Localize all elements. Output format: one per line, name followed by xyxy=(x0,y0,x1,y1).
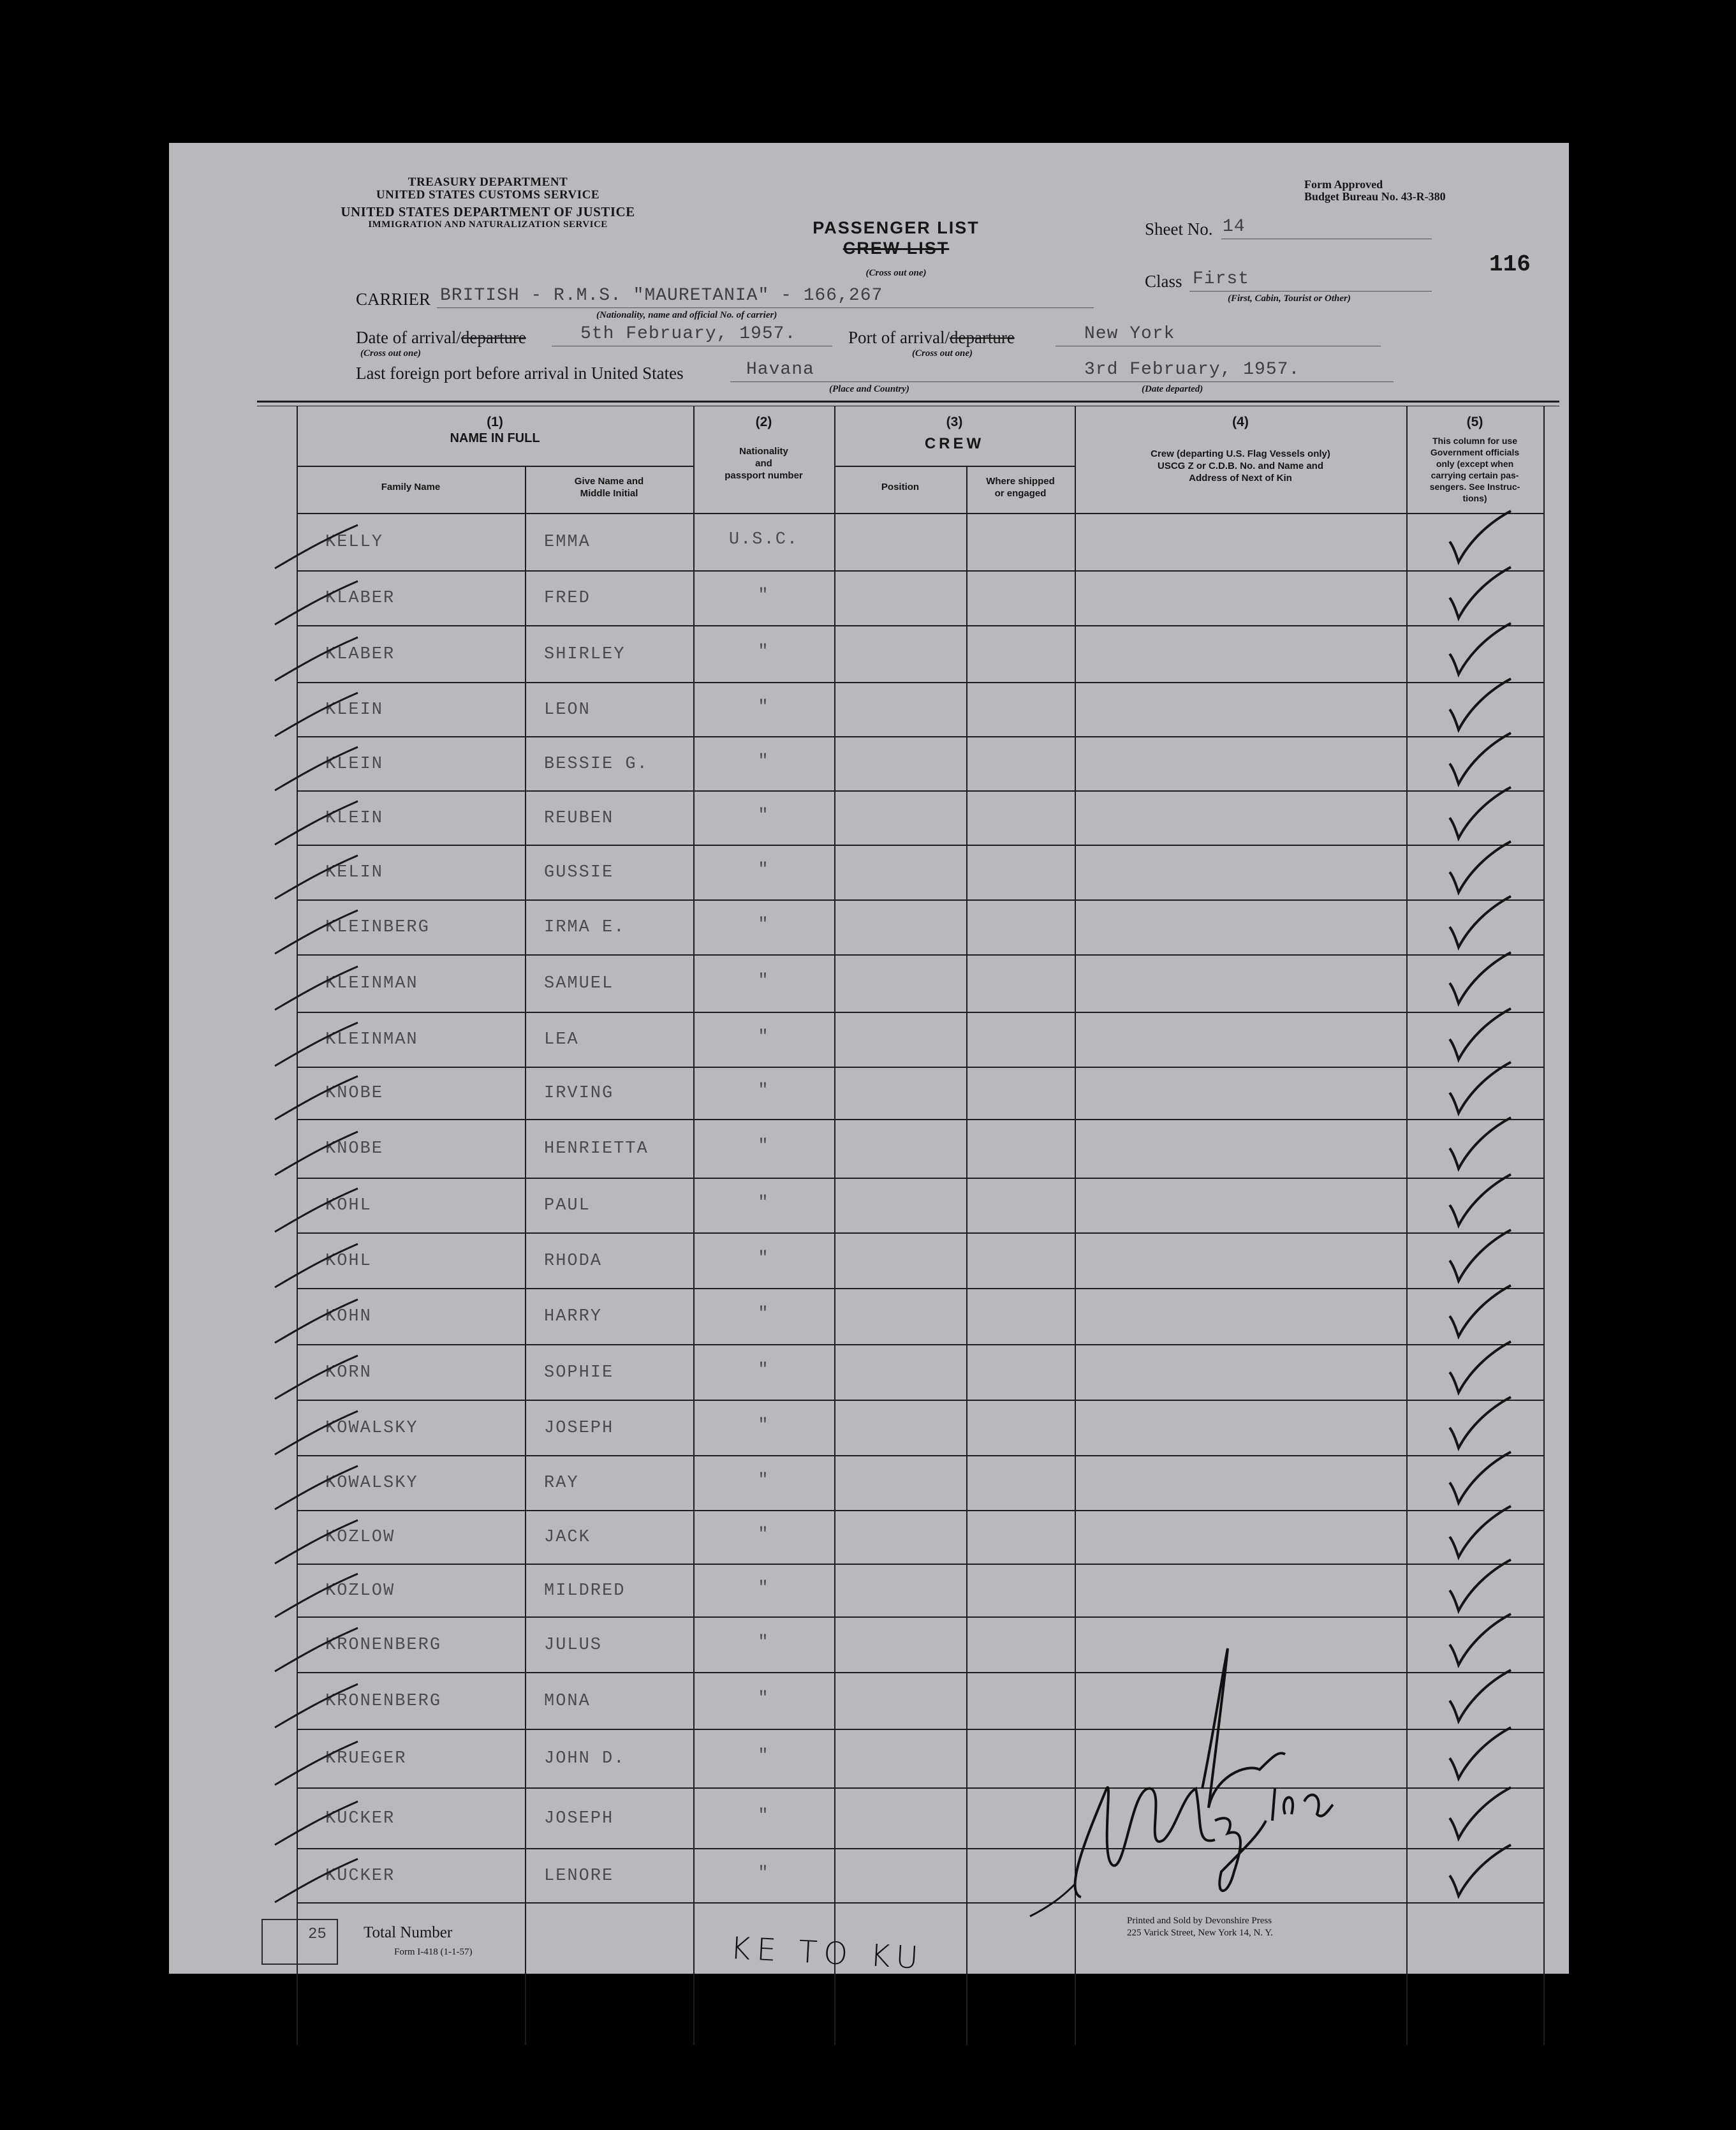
title-crew-list: CREW LIST xyxy=(842,239,950,258)
sheet-number: 14 xyxy=(1223,217,1246,237)
checkmark-stroke xyxy=(1450,1342,1511,1393)
date-label-departure: departure xyxy=(460,328,526,347)
row-divider xyxy=(297,1455,1543,1456)
checkmark-stroke xyxy=(1450,511,1511,562)
checkmark-stroke xyxy=(1450,567,1511,618)
margin-tick-stroke xyxy=(275,1356,358,1399)
col2-line-3: passport number xyxy=(725,470,803,481)
date-arrival-value: 5th February, 1957. xyxy=(580,324,797,344)
checkmark-stroke xyxy=(1450,679,1511,730)
family-name-cell: KLABER xyxy=(325,644,395,664)
col1-title: NAME IN FULL xyxy=(450,431,540,445)
checkmark-icon xyxy=(1445,508,1515,566)
margin-tick-icon xyxy=(271,964,360,1015)
nationality-cell: U.S.C. xyxy=(728,530,799,549)
margin-tick-icon xyxy=(271,1571,360,1622)
port-label-text: Port of arrival/ xyxy=(848,328,950,347)
sheet-label: Sheet No. xyxy=(1145,219,1213,239)
margin-tick-icon xyxy=(271,1074,360,1125)
family-name-cell: KRONENBERG xyxy=(325,1691,442,1711)
margin-tick-icon xyxy=(271,1682,360,1733)
family-name-cell: KOWALSKY xyxy=(325,1474,418,1493)
margin-tick-stroke xyxy=(275,1466,358,1509)
col5-line-1: This column for use xyxy=(1432,436,1517,446)
checkmark-stroke xyxy=(1450,787,1511,838)
col4-heading xyxy=(1075,448,1406,484)
class-value: First xyxy=(1193,269,1250,289)
margin-tick-stroke xyxy=(275,1859,358,1902)
col3b-line-2: or engaged xyxy=(994,488,1047,499)
margin-tick-icon xyxy=(271,1186,360,1237)
col2-number: (2) xyxy=(755,415,772,429)
checkmark-stroke xyxy=(1450,1560,1511,1611)
nationality-cell: " xyxy=(758,915,770,935)
row-divider xyxy=(297,899,1543,901)
checkmark-stroke xyxy=(1450,733,1511,784)
col4-line-3: Address of Next of Kin xyxy=(1189,473,1292,484)
checkmark-icon xyxy=(1445,1060,1515,1117)
checkmark-icon xyxy=(1445,1504,1515,1561)
given-name-cell: GUSSIE xyxy=(544,863,614,882)
row-divider xyxy=(297,625,1543,626)
checkmark-stroke xyxy=(1450,1727,1511,1779)
form-approved-text: Form Approved xyxy=(1304,178,1383,191)
given-name-cell: JOHN D. xyxy=(544,1749,626,1768)
margin-tick-stroke xyxy=(275,637,358,681)
margin-tick-stroke xyxy=(275,1574,358,1617)
row-divider xyxy=(297,845,1543,846)
total-box xyxy=(261,1919,338,1965)
margin-tick-stroke xyxy=(275,910,358,954)
form-approved xyxy=(1304,179,1446,203)
printer-line-2: 225 Varick Street, New York 14, N. Y. xyxy=(1127,1928,1273,1938)
col-line-3a xyxy=(966,466,967,2045)
nationality-cell: " xyxy=(758,1632,770,1652)
checkmark-icon xyxy=(1445,1339,1515,1396)
row-divider xyxy=(297,1616,1543,1618)
margin-tick-icon xyxy=(271,799,360,850)
margin-tick-icon xyxy=(271,635,360,686)
family-name-cell: KRONENBERG xyxy=(325,1635,442,1655)
row-divider xyxy=(297,1344,1543,1345)
col2-heading xyxy=(693,445,834,482)
margin-tick-stroke xyxy=(275,1132,358,1175)
checkmark-stroke xyxy=(1450,896,1511,947)
port-value: New York xyxy=(1084,324,1175,344)
row-divider xyxy=(297,1902,1543,1904)
checkmark-icon xyxy=(1445,1227,1515,1285)
family-name-cell: KLEIN xyxy=(325,808,384,828)
family-name-cell: KOHL xyxy=(325,1251,372,1271)
checkmark-icon xyxy=(1445,1668,1515,1725)
manifest-page xyxy=(169,143,1569,1974)
col5-line-2: Government officials xyxy=(1430,447,1520,457)
margin-tick-stroke xyxy=(275,1188,358,1232)
nationality-cell: " xyxy=(758,1416,770,1435)
nationality-cell: " xyxy=(758,697,770,717)
carrier-label: CARRIER xyxy=(356,290,431,309)
checkmark-icon xyxy=(1445,1449,1515,1507)
margin-tick-stroke xyxy=(275,1742,358,1785)
margin-tick-stroke xyxy=(275,801,358,845)
checkmark-icon xyxy=(1445,1611,1515,1669)
port-label xyxy=(848,328,1015,348)
date-cross-hint: (Cross out one) xyxy=(360,348,422,359)
margin-tick-stroke xyxy=(275,693,358,736)
checkmark-stroke xyxy=(1450,952,1511,1003)
signature-stroke-4 xyxy=(1272,1789,1333,1821)
nationality-cell: " xyxy=(758,1689,770,1708)
checkmark-icon xyxy=(1445,1115,1515,1172)
margin-tick-icon xyxy=(271,1463,360,1514)
col4-number: (4) xyxy=(1232,415,1249,429)
last-port-label: Last foreign port before arrival in United States xyxy=(356,364,684,383)
row-divider xyxy=(297,1119,1543,1120)
col2-line-1: Nationality xyxy=(739,446,788,457)
nationality-cell: " xyxy=(758,806,770,825)
family-name-cell: KLABER xyxy=(325,589,395,608)
port-label-departure: departure xyxy=(949,328,1015,347)
checkmark-stroke xyxy=(1450,1397,1511,1448)
family-name-cell: KLEINMAN xyxy=(325,1030,418,1049)
given-name-cell: BESSIE G. xyxy=(544,754,649,774)
nationality-cell: " xyxy=(758,1525,770,1544)
row-divider xyxy=(297,1012,1543,1013)
page-number: 116 xyxy=(1489,251,1531,277)
given-name-cell: JACK xyxy=(544,1528,591,1547)
family-name-cell: KOHN xyxy=(325,1307,372,1326)
row-divider xyxy=(297,682,1543,683)
col4-line-1: Crew (departing U.S. Flag Vessels only) xyxy=(1151,448,1330,459)
agency-line-4: IMMIGRATION AND NATURALIZATION SERVICE xyxy=(368,219,608,230)
checkmark-icon xyxy=(1445,676,1515,734)
form-number: Form I-418 (1-1-57) xyxy=(394,1947,473,1957)
checkmark-icon xyxy=(1445,785,1515,842)
date-departed-value: 3rd February, 1957. xyxy=(1084,360,1300,380)
nationality-cell: " xyxy=(758,1806,770,1826)
family-name-cell: KLEINMAN xyxy=(325,974,418,993)
margin-tick-icon xyxy=(271,908,360,959)
agency-line-3: UNITED STATES DEPARTMENT OF JUSTICE xyxy=(341,204,635,219)
margin-tick-icon xyxy=(271,1625,360,1676)
carrier-hint: (Nationality, name and official No. of carrier) xyxy=(596,310,777,320)
checkmark-icon xyxy=(1445,1006,1515,1063)
col5-line-5: sengers. See Instruc- xyxy=(1429,482,1520,492)
agency-block xyxy=(322,176,654,231)
signature-stroke-2 xyxy=(1202,1648,1285,1808)
row-divider xyxy=(297,1288,1543,1289)
row-divider xyxy=(297,1672,1543,1673)
margin-tick-icon xyxy=(271,579,360,630)
row-divider xyxy=(297,954,1543,956)
family-name-cell: KOHL xyxy=(325,1196,372,1215)
col4-line-2: USCG Z or C.D.B. No. and Name and xyxy=(1157,461,1324,471)
checkmark-icon xyxy=(1445,621,1515,678)
checkmark-stroke xyxy=(1450,1174,1511,1225)
signature-stroke-5 xyxy=(1030,1884,1075,1916)
family-name-cell: KELLY xyxy=(325,533,384,552)
margin-tick-stroke xyxy=(275,747,358,790)
given-name-cell: LEA xyxy=(544,1030,579,1049)
checkmark-icon xyxy=(1445,894,1515,951)
given-name-cell: HENRIETTA xyxy=(544,1139,649,1158)
col-line-1a xyxy=(525,466,526,2045)
margin-tick-icon xyxy=(271,1518,360,1569)
checkmark-icon xyxy=(1445,1785,1515,1842)
row-divider xyxy=(297,1564,1543,1565)
family-name-cell: KOZLOW xyxy=(325,1581,395,1601)
margin-tick-stroke xyxy=(275,1076,358,1120)
row-divider xyxy=(297,1729,1543,1730)
col3-title: CREW xyxy=(924,435,985,452)
nationality-cell: " xyxy=(758,1028,770,1047)
last-port-value: Havana xyxy=(746,360,814,380)
col5-number: (5) xyxy=(1466,415,1483,429)
col5-heading xyxy=(1406,435,1543,504)
total-label: Total Number xyxy=(364,1924,453,1941)
col3a-heading: Position xyxy=(881,482,920,492)
last-port-hint: (Place and Country) xyxy=(829,384,909,394)
checkmark-stroke xyxy=(1450,1062,1511,1113)
margin-tick-icon xyxy=(271,522,360,573)
checkmark-icon xyxy=(1445,1394,1515,1452)
family-name-cell: KOWALSKY xyxy=(325,1418,418,1438)
checkmark-icon xyxy=(1445,1725,1515,1782)
title-passenger-list: PASSENGER LIST xyxy=(813,218,980,237)
checkmark-icon xyxy=(1445,730,1515,788)
given-name-cell: SHIRLEY xyxy=(544,644,626,664)
nationality-cell: " xyxy=(758,586,770,605)
checkmark-icon xyxy=(1445,565,1515,622)
nationality-cell: " xyxy=(758,1471,770,1490)
checkmark-stroke xyxy=(1450,623,1511,674)
given-name-cell: MONA xyxy=(544,1691,591,1711)
margin-tick-icon xyxy=(271,1353,360,1404)
margin-tick-stroke xyxy=(275,1023,358,1066)
family-name-cell: KNOBE xyxy=(325,1084,384,1103)
margin-tick-stroke xyxy=(275,1411,358,1454)
family-name-cell: KRUEGER xyxy=(325,1749,407,1768)
margin-tick-icon xyxy=(271,1129,360,1180)
row-divider xyxy=(297,1848,1543,1849)
margin-tick-stroke xyxy=(275,1801,358,1845)
carrier-value: BRITISH - R.M.S. "MAURETANIA" - 166,267 xyxy=(440,286,883,306)
col3-number: (3) xyxy=(946,415,963,429)
family-name-cell: KLEIN xyxy=(325,700,384,720)
class-hint: (First, Cabin, Tourist or Other) xyxy=(1228,293,1351,304)
margin-tick-stroke xyxy=(275,1684,358,1727)
row-divider xyxy=(297,570,1543,572)
given-name-cell: REUBEN xyxy=(544,808,614,828)
date-departed-hint: (Date departed) xyxy=(1142,384,1203,394)
checkmark-icon xyxy=(1445,1842,1515,1900)
checkmark-stroke xyxy=(1450,1670,1511,1721)
given-name-cell: LEON xyxy=(544,700,591,720)
given-name-cell: JOSEPH xyxy=(544,1418,614,1438)
given-name-cell: JOSEPH xyxy=(544,1808,614,1828)
col1a-heading: Family Name xyxy=(381,482,441,492)
given-name-cell: RAY xyxy=(544,1474,579,1493)
margin-tick-stroke xyxy=(275,1520,358,1564)
agency-line-2: UNITED STATES CUSTOMS SERVICE xyxy=(376,188,600,202)
col1b-line-2: Middle Initial xyxy=(580,488,638,499)
margin-tick-icon xyxy=(271,1799,360,1850)
checkmark-stroke xyxy=(1450,1118,1511,1169)
nationality-cell: " xyxy=(758,1081,770,1100)
family-name-cell: KNOBE xyxy=(325,1139,384,1158)
nationality-cell: " xyxy=(758,642,770,662)
cross-out-hint: (Cross out one) xyxy=(865,268,927,278)
row-divider xyxy=(297,1400,1543,1401)
checkmark-icon xyxy=(1445,1557,1515,1615)
printer-line-1: Printed and Sold by Devonshire Press xyxy=(1127,1916,1272,1926)
checkmark-stroke xyxy=(1450,1787,1511,1838)
col1b-heading xyxy=(525,475,693,499)
row-divider xyxy=(297,736,1543,737)
given-name-cell: IRMA E. xyxy=(544,918,626,937)
nationality-cell: " xyxy=(758,1248,770,1268)
checkmark-stroke xyxy=(1450,1285,1511,1336)
row-divider xyxy=(297,1510,1543,1511)
col3b-heading xyxy=(966,475,1075,499)
nationality-cell: " xyxy=(758,972,770,991)
carrier-underline xyxy=(437,307,1094,308)
checkmark-stroke xyxy=(1450,1230,1511,1281)
port-cross-hint: (Cross out one) xyxy=(912,348,973,359)
row-divider xyxy=(297,1787,1543,1789)
signature-stroke-3 xyxy=(1215,1818,1266,1891)
margin-tick-stroke xyxy=(275,1299,358,1343)
col5-line-4: carrying certain pas- xyxy=(1431,470,1519,480)
given-name-cell: LENORE xyxy=(544,1866,614,1886)
agency-line-1: TREASURY DEPARTMENT xyxy=(408,175,568,189)
checkmark-icon xyxy=(1445,1283,1515,1340)
margin-tick-icon xyxy=(271,690,360,741)
nationality-cell: " xyxy=(758,1747,770,1766)
table-top-rule xyxy=(257,401,1559,403)
col1-number: (1) xyxy=(487,415,503,429)
col1b-line-1: Give Name and xyxy=(574,476,644,487)
col-line-2 xyxy=(834,406,835,2045)
margin-tick-icon xyxy=(271,1241,360,1292)
margin-tick-stroke xyxy=(275,581,358,625)
given-name-cell: IRVING xyxy=(544,1084,614,1103)
margin-tick-icon xyxy=(271,744,360,795)
given-name-cell: PAUL xyxy=(544,1196,591,1215)
checkmark-stroke xyxy=(1450,1452,1511,1503)
col3b-line-1: Where shipped xyxy=(986,476,1055,487)
given-name-cell: EMMA xyxy=(544,533,591,552)
handwritten-range-note: KE TO KU xyxy=(729,1930,926,1976)
margin-tick-icon xyxy=(271,1856,360,1907)
signature-stroke-1 xyxy=(1075,1787,1215,1897)
family-name-cell: KORN xyxy=(325,1363,372,1382)
given-name-cell: SAMUEL xyxy=(544,974,614,993)
given-name-cell: HARRY xyxy=(544,1307,603,1326)
nationality-cell: " xyxy=(758,1578,770,1598)
row-divider xyxy=(297,1232,1543,1234)
checkmark-icon xyxy=(1445,950,1515,1007)
given-name-cell: FRED xyxy=(544,589,591,608)
total-value: 25 xyxy=(308,1926,327,1943)
class-underline xyxy=(1189,291,1432,292)
nationality-cell: " xyxy=(758,861,770,880)
inspector-signature xyxy=(1004,1629,1336,1923)
family-name-cell: KLEINBERG xyxy=(325,918,430,937)
nationality-cell: " xyxy=(758,1360,770,1380)
sub-rule-3 xyxy=(834,466,1075,467)
margin-tick-icon xyxy=(271,1020,360,1071)
family-name-cell: KELIN xyxy=(325,863,384,882)
class-label: Class xyxy=(1145,272,1182,291)
margin-tick-icon xyxy=(271,1409,360,1460)
family-name-cell: KUCKER xyxy=(325,1866,395,1886)
row-divider xyxy=(297,1067,1543,1068)
date-departed-underline xyxy=(1075,381,1394,382)
family-name-cell: KUCKER xyxy=(325,1808,395,1828)
nationality-cell: " xyxy=(758,1863,770,1883)
margin-tick-stroke xyxy=(275,966,358,1010)
margin-tick-icon xyxy=(271,1297,360,1348)
col2-line-2: and xyxy=(755,458,772,469)
margin-tick-icon xyxy=(271,853,360,904)
nationality-cell: " xyxy=(758,1194,770,1213)
given-name-cell: SOPHIE xyxy=(544,1363,614,1382)
given-name-cell: JULUS xyxy=(544,1635,603,1655)
date-label-text: Date of arrival/ xyxy=(356,328,461,347)
col-line-5 xyxy=(1543,406,1545,2045)
given-name-cell: MILDRED xyxy=(544,1581,626,1601)
checkmark-icon xyxy=(1445,839,1515,896)
nationality-cell: " xyxy=(758,1137,770,1156)
family-name-cell: KLEIN xyxy=(325,754,384,774)
margin-tick-icon xyxy=(271,1739,360,1790)
checkmark-stroke xyxy=(1450,1614,1511,1665)
budget-bureau: Budget Bureau No. 43-R-380 xyxy=(1304,190,1446,203)
margin-tick-stroke xyxy=(275,1628,358,1671)
col5-line-3: only (except when xyxy=(1436,459,1514,469)
checkmark-icon xyxy=(1445,1172,1515,1229)
col-line-4 xyxy=(1406,406,1408,2045)
margin-tick-stroke xyxy=(275,855,358,899)
checkmark-stroke xyxy=(1450,1009,1511,1060)
sub-rule-1 xyxy=(297,466,693,467)
family-name-cell: KOZLOW xyxy=(325,1528,395,1547)
row-divider xyxy=(297,790,1543,792)
row-divider xyxy=(297,1178,1543,1179)
header-bottom-rule xyxy=(297,513,1543,514)
date-arrival-label xyxy=(356,328,526,348)
checkmark-stroke xyxy=(1450,1845,1511,1896)
col5-line-6: tions) xyxy=(1462,493,1487,503)
checkmark-stroke xyxy=(1450,1506,1511,1557)
nationality-cell: " xyxy=(758,1305,770,1324)
margin-tick-stroke xyxy=(275,525,358,568)
given-name-cell: RHODA xyxy=(544,1251,603,1271)
checkmark-stroke xyxy=(1450,841,1511,892)
nationality-cell: " xyxy=(758,751,770,771)
margin-tick-stroke xyxy=(275,1244,358,1287)
